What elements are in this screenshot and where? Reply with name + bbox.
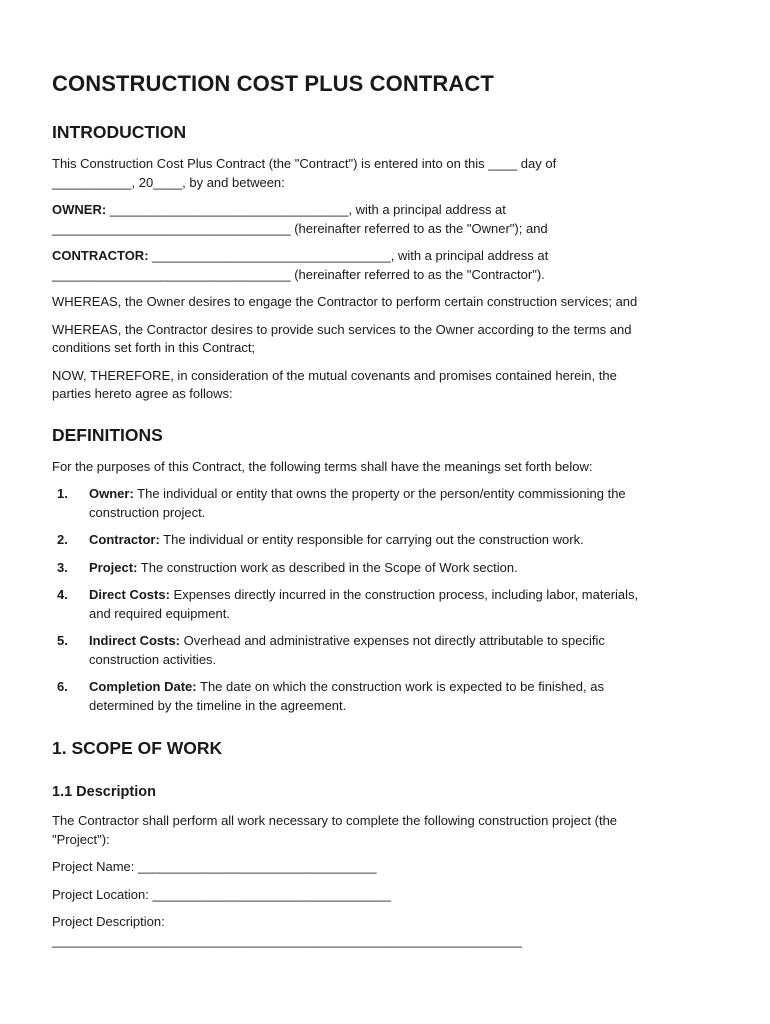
scope-description	[52, 812, 722, 849]
definition-line-2: and required equipment.	[89, 605, 230, 621]
definition-item	[52, 485, 722, 522]
definition-item	[52, 678, 722, 715]
intro-line-2: ___________, 20____, by and between:	[52, 174, 285, 190]
now-therefore-line-2: parties hereto agree as follows:	[52, 386, 233, 401]
definition-line-1	[89, 559, 722, 578]
definition-item	[52, 586, 722, 623]
definition-item	[52, 559, 722, 578]
definition-item	[52, 632, 722, 669]
definition-number: 4.	[57, 587, 68, 602]
definition-term: Indirect Costs:	[89, 633, 181, 648]
definition-term: Project:	[89, 559, 138, 575]
now-therefore-line-1: NOW, THEREFORE, in consideration of the mutual covenants and promises contained herein, the	[52, 367, 617, 383]
definition-number: 1.	[57, 486, 68, 501]
description-subheading: 1.1 Description	[52, 784, 156, 800]
project-name-field: Project Name: _________________________________	[52, 859, 377, 874]
definition-term: Contractor:	[89, 532, 160, 547]
definitions-intro: For the purposes of this Contract, the following terms shall have the meanings set forth below:	[52, 458, 593, 474]
whereas-contractor-line-2: conditions set forth in this Contract;	[52, 340, 256, 355]
definition-line-2: determined by the timeline in the agreement.	[89, 697, 347, 713]
contractor-label: CONTRACTOR:	[52, 248, 149, 263]
definition-term: Completion Date:	[89, 679, 197, 694]
owner-paragraph	[52, 201, 722, 238]
definitions-list	[52, 485, 722, 715]
whereas-contractor-line-1: WHEREAS, the Contractor desires to provide such services to the Owner according to the terms and	[52, 321, 632, 337]
owner-label: OWNER:	[52, 202, 107, 217]
owner-line-1	[52, 201, 722, 220]
definition-text: Overhead and administrative expenses not directly attributable to specific	[180, 633, 605, 648]
project-location-field: Project Location: _________________________________	[52, 886, 392, 902]
definition-line-1	[89, 485, 722, 504]
owner-line-2: _________________________________ (hereinafter referred to as the "Owner"); and	[52, 220, 548, 236]
definition-text: The individual or entity responsible for carrying out the construction work.	[159, 532, 584, 547]
definition-item	[52, 531, 722, 550]
whereas-owner: WHEREAS, the Owner desires to engage the Contractor to perform certain construction services; and	[52, 294, 638, 309]
definition-line-2: construction project.	[89, 504, 206, 520]
scope-description-line-1: The Contractor shall perform all work necessary to complete the following construction project (the	[52, 813, 618, 828]
definitions-heading: DEFINITIONS	[52, 424, 163, 445]
scope-heading: 1. SCOPE OF WORK	[52, 738, 223, 758]
definition-number: 2.	[57, 532, 68, 547]
definition-line-2: construction activities.	[89, 651, 217, 667]
scope-description-line-2: "Project"):	[52, 831, 110, 847]
contractor-line-2: _________________________________ (hereinafter referred to as the "Contractor").	[52, 266, 545, 282]
contractor-line-1	[52, 247, 722, 266]
definition-line-1	[89, 531, 722, 550]
definition-number: 6.	[57, 679, 68, 694]
owner-line-1-text: _________________________________, with a principal address at	[106, 202, 506, 217]
document-title: CONSTRUCTION COST PLUS CONTRACT	[52, 71, 494, 96]
definition-line-1	[89, 678, 722, 697]
intro-paragraph	[52, 155, 722, 192]
definition-line-1	[89, 586, 722, 605]
definition-number: 5.	[57, 633, 68, 648]
now-therefore	[52, 367, 722, 404]
contractor-paragraph	[52, 247, 722, 284]
project-description-blank: _________________________________________________________________	[52, 932, 522, 948]
definition-text: Expenses directly incurred in the construction process, including labor, materials,	[169, 587, 639, 602]
introduction-heading: INTRODUCTION	[52, 122, 187, 142]
definition-text: The construction work as described in the Scope of Work section.	[137, 559, 518, 575]
definition-term: Direct Costs:	[89, 587, 170, 602]
definition-line-1	[89, 632, 722, 651]
whereas-contractor	[52, 321, 722, 358]
definition-text: The individual or entity that owns the property or the person/entity commissioning the	[133, 486, 626, 501]
contractor-line-1-text: _________________________________, with a principal address at	[148, 248, 549, 263]
definition-number: 3.	[57, 559, 68, 575]
definition-term: Owner:	[89, 486, 134, 501]
project-description-label: Project Description:	[52, 914, 165, 929]
definition-text: The date on which the construction work is expected to be finished, as	[196, 679, 604, 694]
intro-line-1: This Construction Cost Plus Contract (the "Contract") is entered into on this ____ day of	[52, 156, 557, 171]
document-content	[52, 70, 722, 950]
